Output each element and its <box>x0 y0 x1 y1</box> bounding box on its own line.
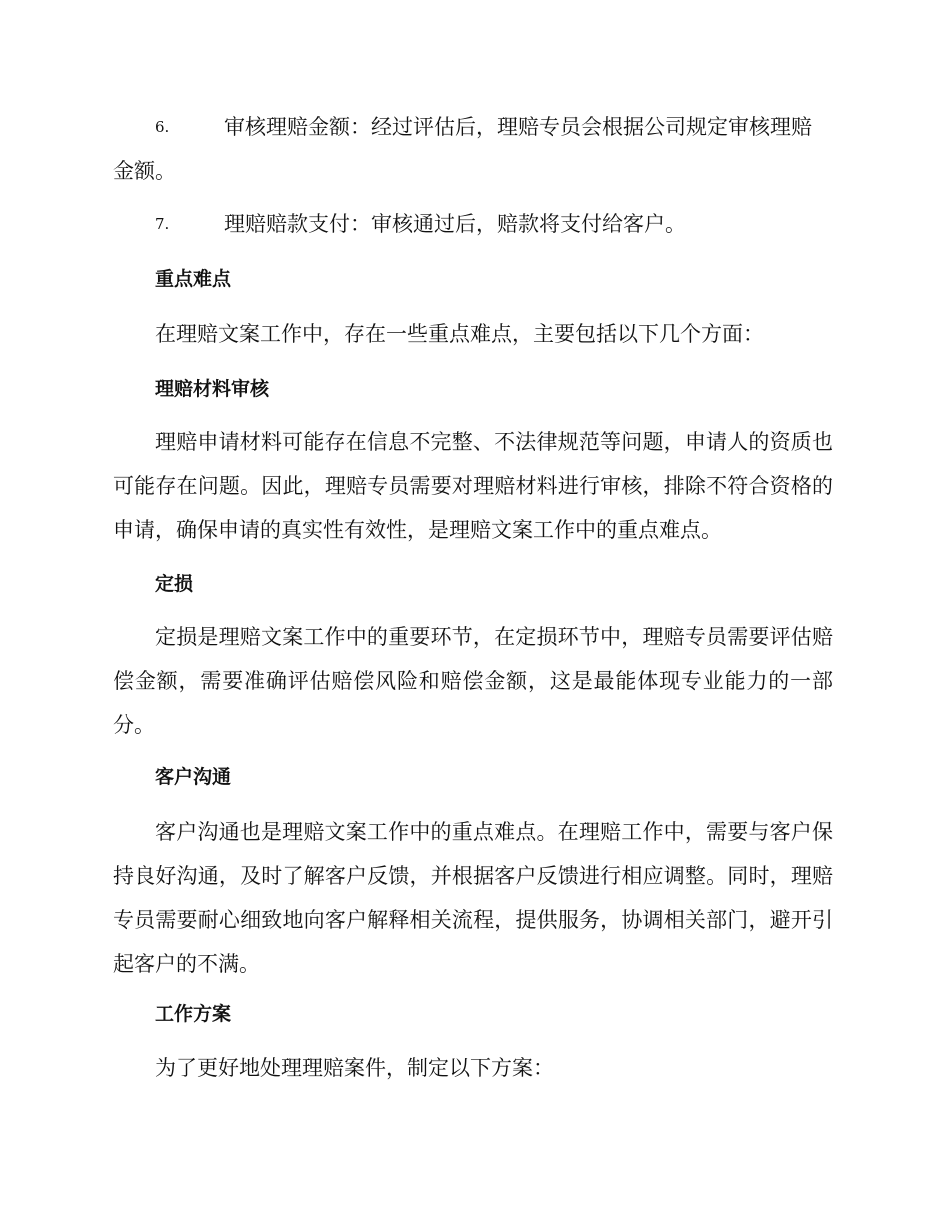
section-paragraph: 客户沟通也是理赔文案工作中的重点难点。在理赔工作中，需要与客户保持良好沟通，及时了解客户反馈，并根据客户反馈进行相应调整。同时，理赔专员需要耐心细致地向客户解释相关流程，提供服务，协调相关部门，避开引起客户的不满。 <box>113 820 833 976</box>
section-heading: 定损 <box>155 573 194 595</box>
section-paragraph: 在理赔文案工作中，存在一些重点难点，主要包括以下几个方面： <box>155 322 764 346</box>
section-heading: 重点难点 <box>155 268 232 290</box>
list-text-continued: 金额。 <box>113 159 176 183</box>
list-text: 审核理赔金额：经过评估后，理赔专员会根据公司规定审核理赔 <box>224 115 812 139</box>
list-number: 6. <box>155 118 170 136</box>
section-paragraph: 理赔申请材料可能存在信息不完整、不法律规范等问题，申请人的资质也可能存在问题。因此，理赔专员需要对理赔材料进行审核，排除不符合资格的申请，确保申请的真实性有效性，是理赔文案工作中的重点难点。 <box>113 430 833 542</box>
list-number: 7. <box>155 215 170 233</box>
section-heading: 客户沟通 <box>155 766 232 788</box>
list-text: 理赔赔款支付：审核通过后，赔款将支付给客户。 <box>224 212 686 236</box>
section-paragraph: 为了更好地处理理赔案件，制定以下方案： <box>155 1056 554 1080</box>
section-heading: 工作方案 <box>155 1003 232 1025</box>
list-item <box>113 105 833 193</box>
section-heading: 理赔材料审核 <box>155 378 270 400</box>
list-item <box>113 202 833 246</box>
section-paragraph: 定损是理赔文案工作中的重要环节，在定损环节中，理赔专员需要评估赔偿金额，需要准确评估赔偿风险和赔偿金额，这是最能体现专业能力的一部分。 <box>113 625 833 737</box>
